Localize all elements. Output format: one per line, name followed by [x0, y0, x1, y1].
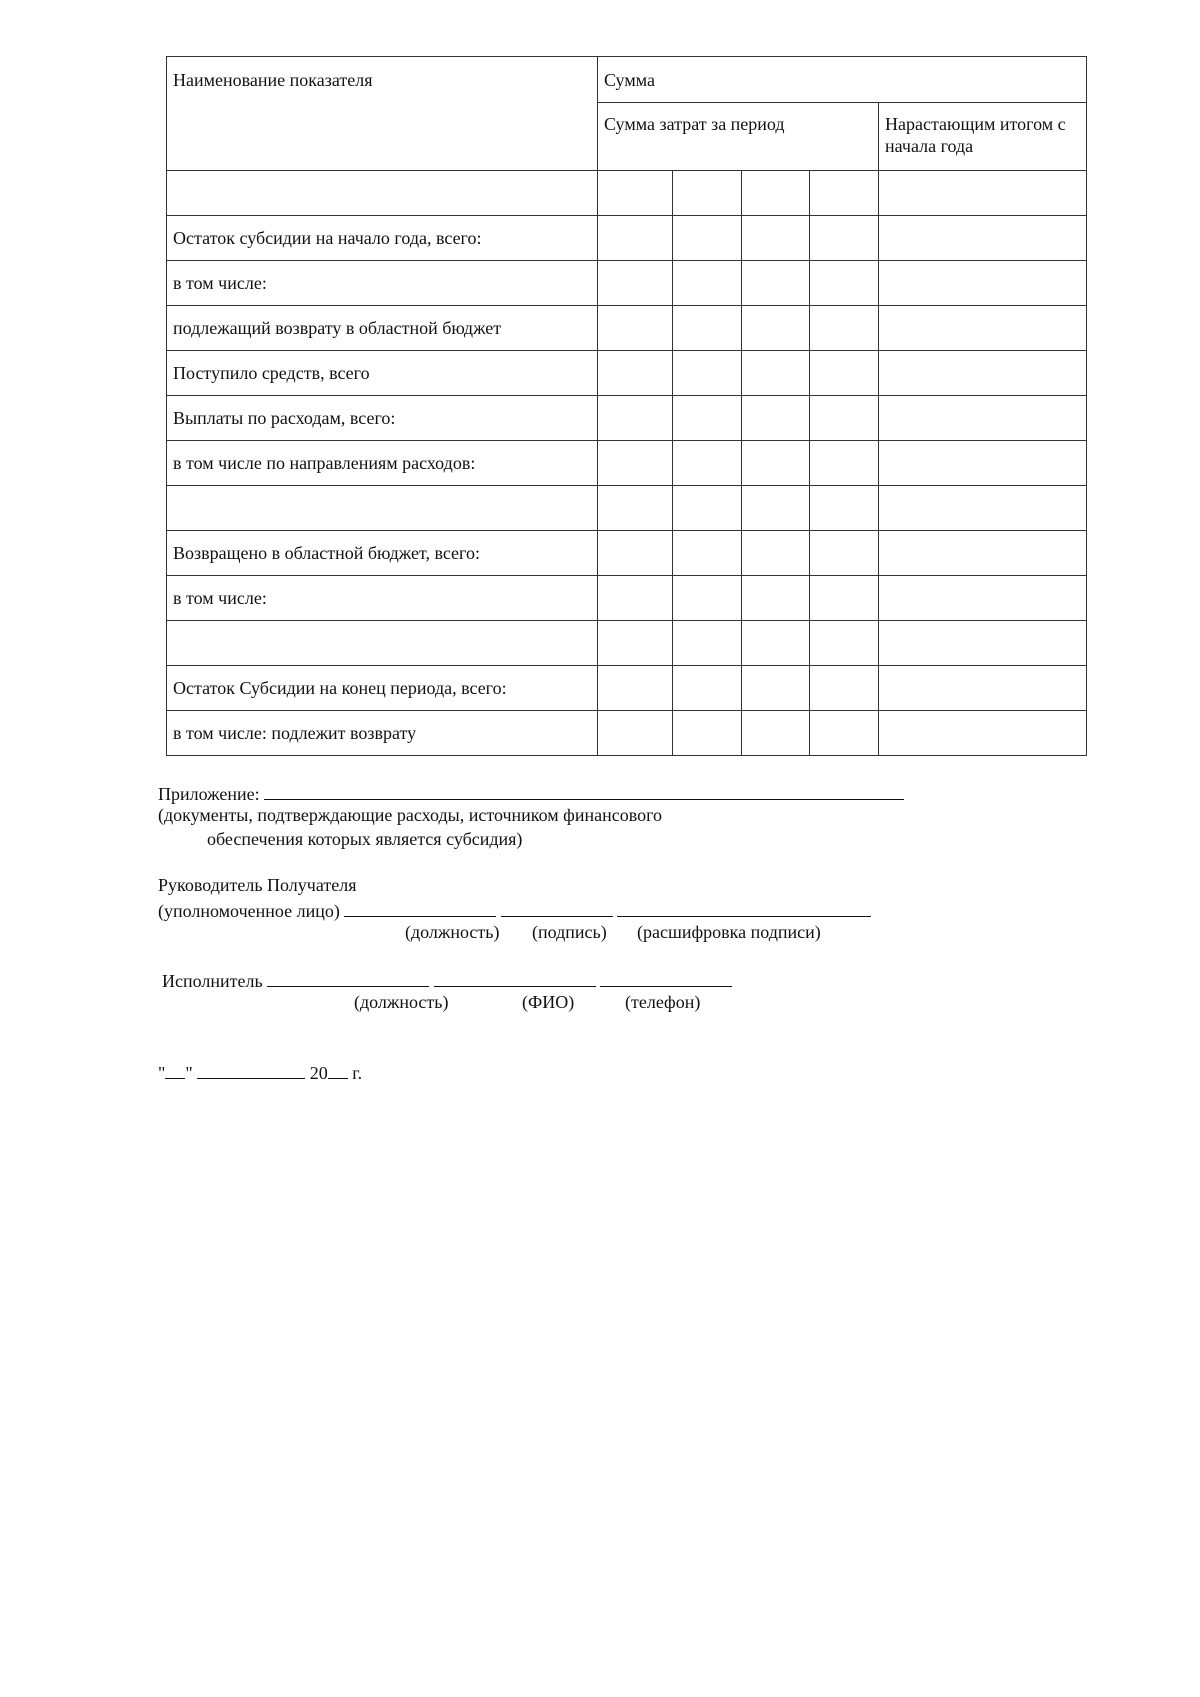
- period-cost-cell[interactable]: [742, 576, 810, 621]
- period-cost-cell[interactable]: [810, 216, 879, 261]
- attachment-note-2: обеспечения которых является субсидия): [207, 829, 523, 849]
- period-cost-cell[interactable]: [810, 261, 879, 306]
- row-indicator: [167, 216, 598, 261]
- period-cost-cell[interactable]: [742, 441, 810, 486]
- period-cost-cell[interactable]: [598, 396, 673, 441]
- executor-line: [162, 968, 732, 993]
- period-cost-cell[interactable]: [810, 621, 879, 666]
- head-decoding-field[interactable]: [617, 898, 871, 917]
- cumulative-cell[interactable]: [879, 261, 1087, 306]
- row-indicator: [167, 576, 598, 621]
- header-period-costs-label: Сумма затрат за период: [604, 114, 785, 134]
- period-cost-cell[interactable]: [598, 441, 673, 486]
- period-cost-cell[interactable]: [810, 351, 879, 396]
- row-indicator: [167, 531, 598, 576]
- row-indicator: [167, 666, 598, 711]
- head-signature-line: [158, 898, 871, 923]
- period-cost-cell[interactable]: [673, 441, 742, 486]
- table-row: [167, 666, 1087, 711]
- table-row: [167, 576, 1087, 621]
- row-indicator: [167, 396, 598, 441]
- attachment-field[interactable]: [264, 781, 904, 800]
- period-cost-cell[interactable]: [598, 171, 673, 216]
- executor-name-field[interactable]: [434, 968, 596, 987]
- period-cost-cell[interactable]: [742, 486, 810, 531]
- period-cost-cell[interactable]: [598, 576, 673, 621]
- period-cost-cell[interactable]: [742, 261, 810, 306]
- table-row: [167, 396, 1087, 441]
- period-cost-cell[interactable]: [673, 531, 742, 576]
- table-row: [167, 306, 1087, 351]
- period-cost-cell[interactable]: [598, 621, 673, 666]
- row-indicator: [167, 441, 598, 486]
- executor-position-field[interactable]: [267, 968, 429, 987]
- period-cost-cell[interactable]: [742, 396, 810, 441]
- period-cost-cell[interactable]: [810, 666, 879, 711]
- period-cost-cell[interactable]: [742, 531, 810, 576]
- period-cost-cell[interactable]: [673, 171, 742, 216]
- period-cost-cell[interactable]: [598, 666, 673, 711]
- table-row: [167, 216, 1087, 261]
- cumulative-cell[interactable]: [879, 216, 1087, 261]
- attachment-note-1: (документы, подтверждающие расходы, источником финансового: [158, 805, 663, 825]
- period-cost-cell[interactable]: [810, 486, 879, 531]
- attachment-line: [158, 781, 904, 806]
- period-cost-cell[interactable]: [742, 306, 810, 351]
- period-cost-cell[interactable]: [598, 351, 673, 396]
- cumulative-cell[interactable]: [879, 531, 1087, 576]
- period-cost-cell[interactable]: [742, 351, 810, 396]
- period-cost-cell[interactable]: [598, 531, 673, 576]
- row-indicator: [167, 171, 598, 216]
- table-row: [167, 441, 1087, 486]
- row-indicator-label: в том числе: подлежит возврату: [173, 723, 417, 743]
- period-cost-cell[interactable]: [742, 666, 810, 711]
- period-cost-cell[interactable]: [810, 441, 879, 486]
- head-caption-position: (должность): [405, 922, 500, 942]
- period-cost-cell[interactable]: [742, 711, 810, 756]
- cumulative-cell[interactable]: [879, 486, 1087, 531]
- head-signature-field[interactable]: [501, 898, 613, 917]
- period-cost-cell[interactable]: [673, 486, 742, 531]
- period-cost-cell[interactable]: [673, 711, 742, 756]
- header-sum-label: Сумма: [604, 70, 655, 90]
- head-caption-decoding: (расшифровка подписи): [637, 922, 821, 942]
- period-cost-cell[interactable]: [673, 396, 742, 441]
- date-year-prefix: 20: [309, 1063, 328, 1083]
- period-cost-cell[interactable]: [598, 711, 673, 756]
- date-open-quote: ": [158, 1063, 166, 1083]
- table-row: [167, 486, 1087, 531]
- cumulative-cell[interactable]: [879, 621, 1087, 666]
- row-indicator: [167, 261, 598, 306]
- row-indicator-label: в том числе:: [173, 588, 267, 608]
- head-title: Руководитель Получателя: [158, 875, 357, 895]
- row-indicator-label: Остаток Субсидии на конец периода, всего:: [173, 678, 507, 698]
- table-row: [167, 531, 1087, 576]
- period-cost-cell[interactable]: [810, 396, 879, 441]
- executor-caption-phone: (телефон): [625, 992, 701, 1012]
- report-table: [166, 56, 1087, 756]
- period-cost-cell[interactable]: [810, 171, 879, 216]
- period-cost-cell[interactable]: [673, 261, 742, 306]
- period-cost-cell[interactable]: [742, 621, 810, 666]
- period-cost-cell[interactable]: [598, 216, 673, 261]
- period-cost-cell[interactable]: [673, 621, 742, 666]
- row-indicator: [167, 711, 598, 756]
- cumulative-cell[interactable]: [879, 576, 1087, 621]
- row-indicator: [167, 306, 598, 351]
- row-indicator-label: Выплаты по расходам, всего:: [173, 408, 396, 428]
- head-position-field[interactable]: [344, 898, 496, 917]
- cumulative-cell[interactable]: [879, 396, 1087, 441]
- table-row: [167, 171, 1087, 216]
- table-row: [167, 711, 1087, 756]
- period-cost-cell[interactable]: [598, 306, 673, 351]
- header-indicator-label: Наименование показателя: [173, 70, 373, 90]
- header-sum: [598, 57, 1087, 103]
- executor-label: Исполнитель: [162, 971, 263, 991]
- header-period-costs: [598, 103, 879, 171]
- executor-caption-name: (ФИО): [522, 992, 575, 1012]
- head-caption-signature: (подпись): [532, 922, 607, 942]
- executor-caption-position: (должность): [354, 992, 449, 1012]
- row-indicator: [167, 486, 598, 531]
- row-indicator-label: Возвращено в областной бюджет, всего:: [173, 543, 480, 563]
- row-indicator: [167, 351, 598, 396]
- cumulative-cell[interactable]: [879, 441, 1087, 486]
- period-cost-cell[interactable]: [673, 216, 742, 261]
- cumulative-cell[interactable]: [879, 351, 1087, 396]
- period-cost-cell[interactable]: [598, 486, 673, 531]
- row-indicator-label: в том числе по направлениям расходов:: [173, 453, 476, 473]
- period-cost-cell[interactable]: [810, 576, 879, 621]
- table-row: [167, 351, 1087, 396]
- header-indicator: [167, 57, 598, 171]
- table-row: [167, 261, 1087, 306]
- cumulative-cell[interactable]: [879, 711, 1087, 756]
- date-day-field[interactable]: [165, 1060, 185, 1079]
- period-cost-cell[interactable]: [673, 351, 742, 396]
- row-indicator-label: в том числе:: [173, 273, 267, 293]
- period-cost-cell[interactable]: [673, 666, 742, 711]
- period-cost-cell[interactable]: [810, 711, 879, 756]
- period-cost-cell[interactable]: [598, 261, 673, 306]
- period-cost-cell[interactable]: [810, 531, 879, 576]
- row-indicator-label: Поступило средств, всего: [173, 363, 370, 383]
- table-header-row: [167, 57, 1087, 103]
- date-close-quote: ": [185, 1063, 193, 1083]
- period-cost-cell[interactable]: [742, 171, 810, 216]
- date-month-field[interactable]: [197, 1060, 305, 1079]
- date-line: [158, 1060, 362, 1085]
- period-cost-cell[interactable]: [673, 306, 742, 351]
- header-cumulative-label: Нарастающим итогом с начала года: [885, 114, 1066, 156]
- period-cost-cell[interactable]: [810, 306, 879, 351]
- executor-phone-field[interactable]: [600, 968, 732, 987]
- cumulative-cell[interactable]: [879, 306, 1087, 351]
- period-cost-cell[interactable]: [673, 576, 742, 621]
- cumulative-cell[interactable]: [879, 666, 1087, 711]
- table-row: [167, 621, 1087, 666]
- date-year-suffix: г.: [352, 1063, 363, 1083]
- row-indicator-label: Остаток субсидии на начало года, всего:: [173, 228, 482, 248]
- header-cumulative: [879, 103, 1087, 171]
- cumulative-cell[interactable]: [879, 171, 1087, 216]
- row-indicator: [167, 621, 598, 666]
- row-indicator-label: подлежащий возврату в областной бюджет: [173, 318, 502, 338]
- attachment-label: Приложение:: [158, 784, 260, 804]
- date-year-field[interactable]: [328, 1060, 348, 1079]
- period-cost-cell[interactable]: [742, 216, 810, 261]
- head-authorized-label: (уполномоченное лицо): [158, 901, 340, 921]
